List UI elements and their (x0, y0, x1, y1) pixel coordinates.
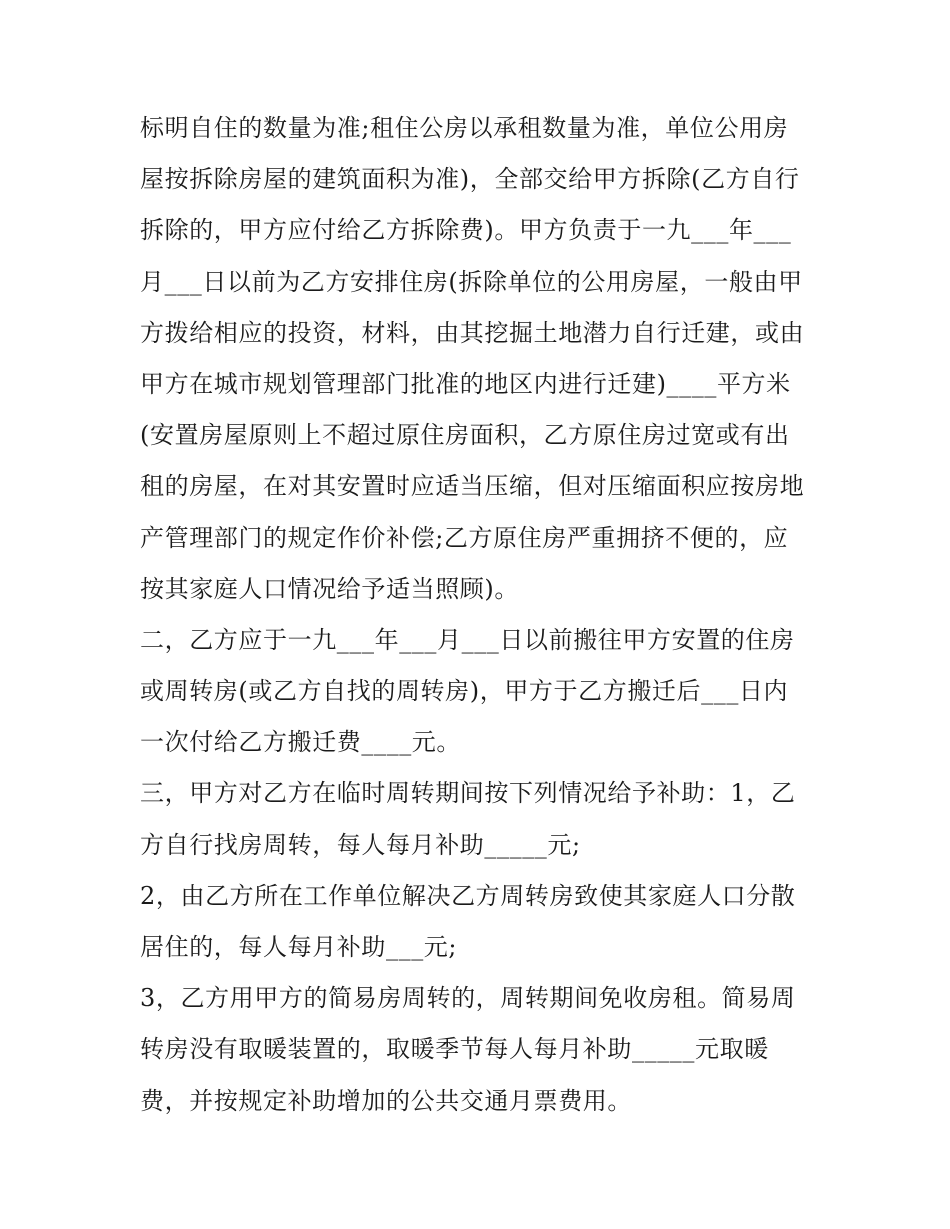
text-line: 2，由乙方所在工作单位解决乙方周转房致使其家庭人口分散 (140, 881, 796, 910)
text-line: 一次付给乙方搬迁费____元。 (140, 728, 461, 757)
text-line: 3，乙方用甲方的简易房周转的，周转期间免收房租。简易周 (140, 984, 796, 1013)
text-line: 居住的，每人每月补助___元; (140, 933, 458, 961)
text-line: 拆除的，甲方应付给乙方拆除费)。甲方负责于一九___年___ (140, 216, 792, 245)
text-line: 租的房屋，在对其安置时应适当压缩，但对压缩面积应按房地 (140, 472, 805, 501)
text-line: 屋按拆除房屋的建筑面积为准)，全部交给甲方拆除(乙方自行 (140, 165, 800, 194)
text-line: 月___日以前为乙方安排住房(拆除单位的公用房屋，一般由甲 (140, 267, 803, 296)
document-body (140, 103, 830, 1127)
text-line: 转房没有取暖装置的，取暖季节每人每月补助_____元取暖 (140, 1035, 769, 1064)
text-line: 产管理部门的规定作价补偿;乙方原住房严重拥挤不便的，应 (140, 523, 789, 552)
text-line: 或周转房(或乙方自找的周转房)，甲方于乙方搬迁后___日内 (140, 677, 789, 706)
text-line: 费，并按规定补助增加的公共交通月票费用。 (140, 1086, 632, 1115)
text-line: 标明自住的数量为准;租住公房以承租数量为准，单位公用房 (140, 114, 789, 142)
text-line: 甲方在城市规划管理部门批准的地区内进行迁建)____平方米 (140, 369, 791, 398)
text-line: 三，甲方对乙方在临时周转期间按下列情况给予补助：1，乙 (140, 779, 796, 808)
text-line: 方自行找房周转，每人每月补助_____元; (140, 830, 581, 859)
text-line: 二，乙方应于一九___年___月___日以前搬往甲方安置的住房 (140, 625, 795, 654)
text-line: 按其家庭人口情况给予适当照顾)。 (140, 574, 519, 603)
text-line: (安置房屋原则上不超过原住房面积，乙方原住房过宽或有出 (140, 421, 790, 450)
text-line: 方拨给相应的投资，材料，由其挖掘土地潜力自行迁建，或由 (140, 318, 805, 347)
